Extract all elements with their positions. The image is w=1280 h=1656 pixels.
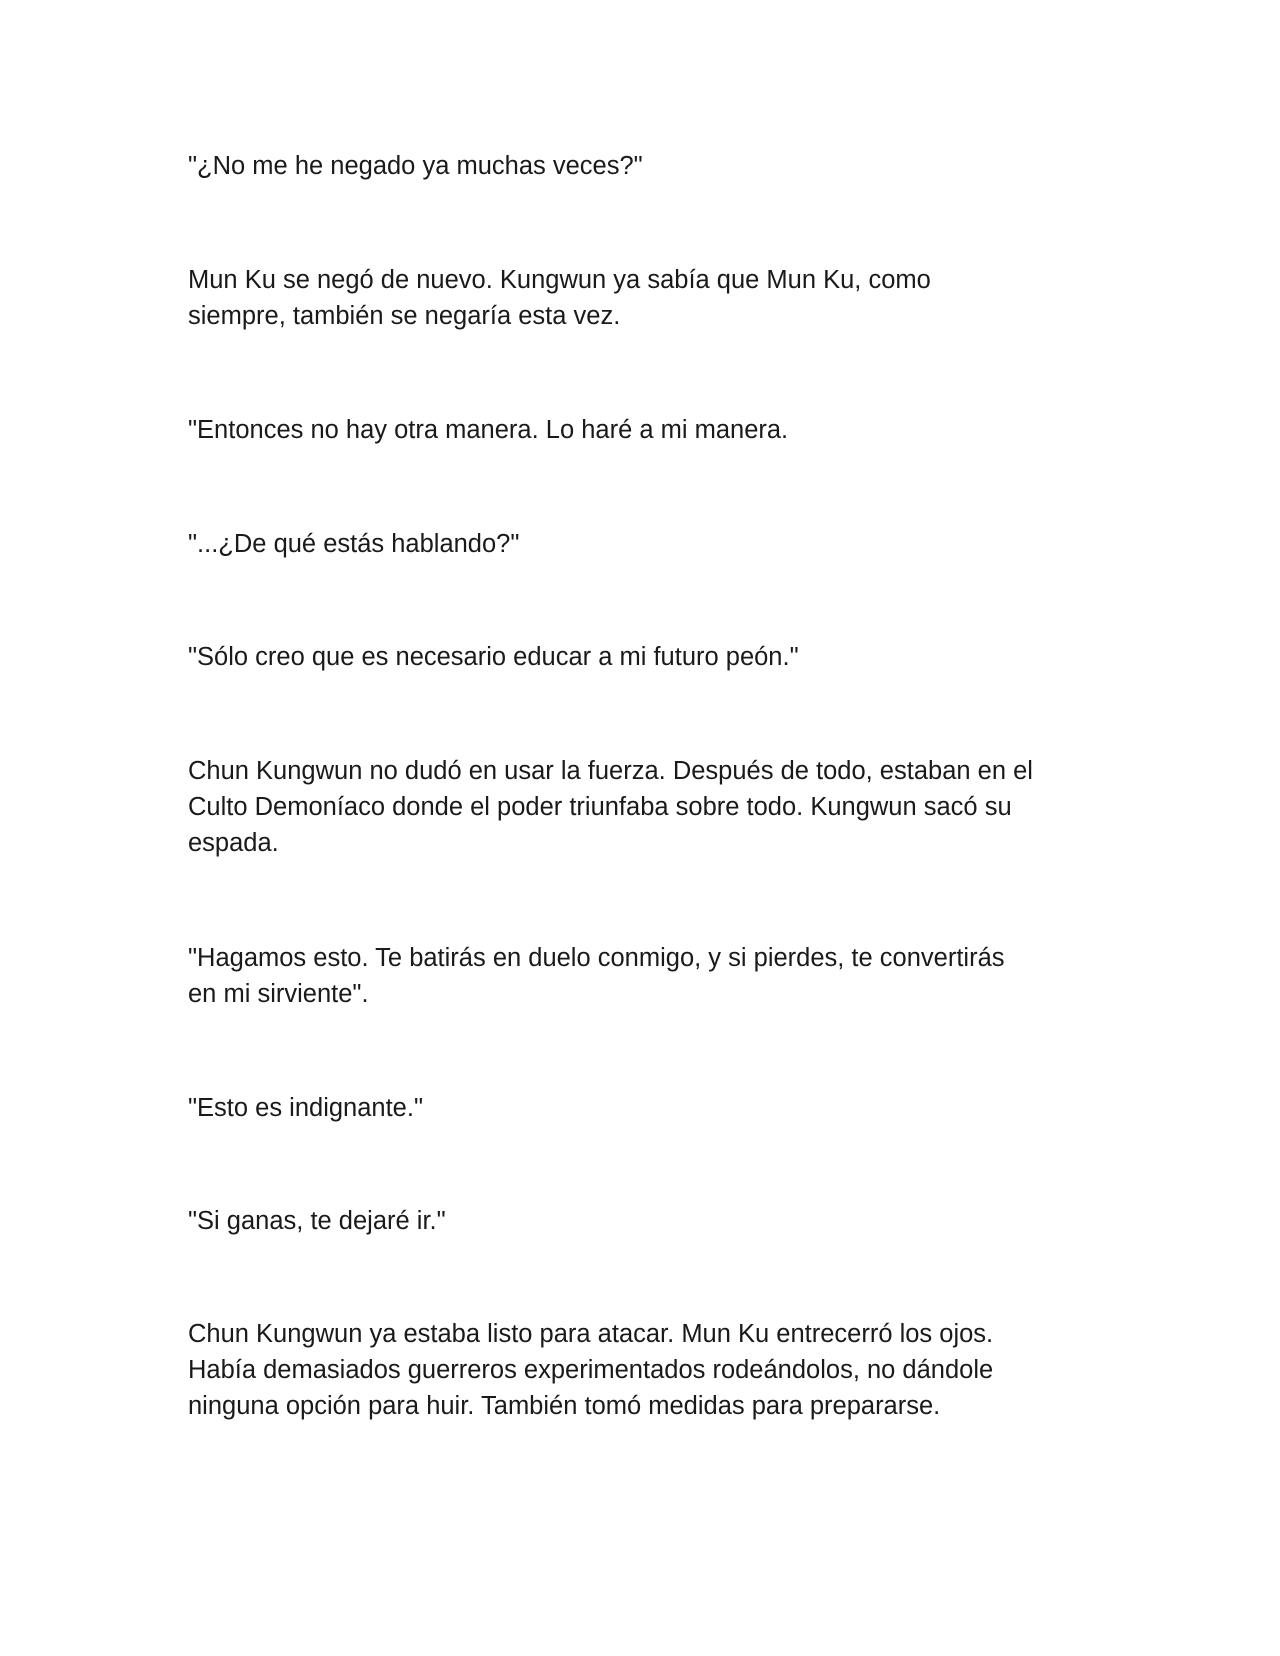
paragraph-5: "Sólo creo que es necesario educar a mi futuro peón." <box>188 643 799 671</box>
paragraph-7: "Hagamos esto. Te batirás en duelo conmigo, y si pierdes, te convertirás en mi sirviente". <box>188 944 1005 1008</box>
paragraph-9: "Si ganas, te dejaré ir." <box>188 1207 446 1235</box>
paragraph-3: "Entonces no hay otra manera. Lo haré a mi manera. <box>188 416 789 444</box>
paragraph-4: "...¿De qué estás hablando?" <box>188 530 520 558</box>
paragraph-2: Mun Ku se negó de nuevo. Kungwun ya sabía que Mun Ku, como siempre, también se negaría esta vez. <box>188 266 931 330</box>
paragraph-10: Chun Kungwun ya estaba listo para atacar. Mun Ku entrecerró los ojos. Había demasiados guerreros experimentados rodeándolos, no dándole ninguna opción para huir. También tomó medidas para prepararse. <box>188 1320 994 1420</box>
paragraph-8: "Esto es indignante." <box>188 1094 424 1122</box>
paragraph-6: Chun Kungwun no dudó en usar la fuerza. Después de todo, estaban en el Culto Demoníaco donde el poder triunfaba sobre todo. Kungwun sacó su espada. <box>188 757 1033 857</box>
paragraph-1: "¿No me he negado ya muchas veces?" <box>188 152 643 180</box>
